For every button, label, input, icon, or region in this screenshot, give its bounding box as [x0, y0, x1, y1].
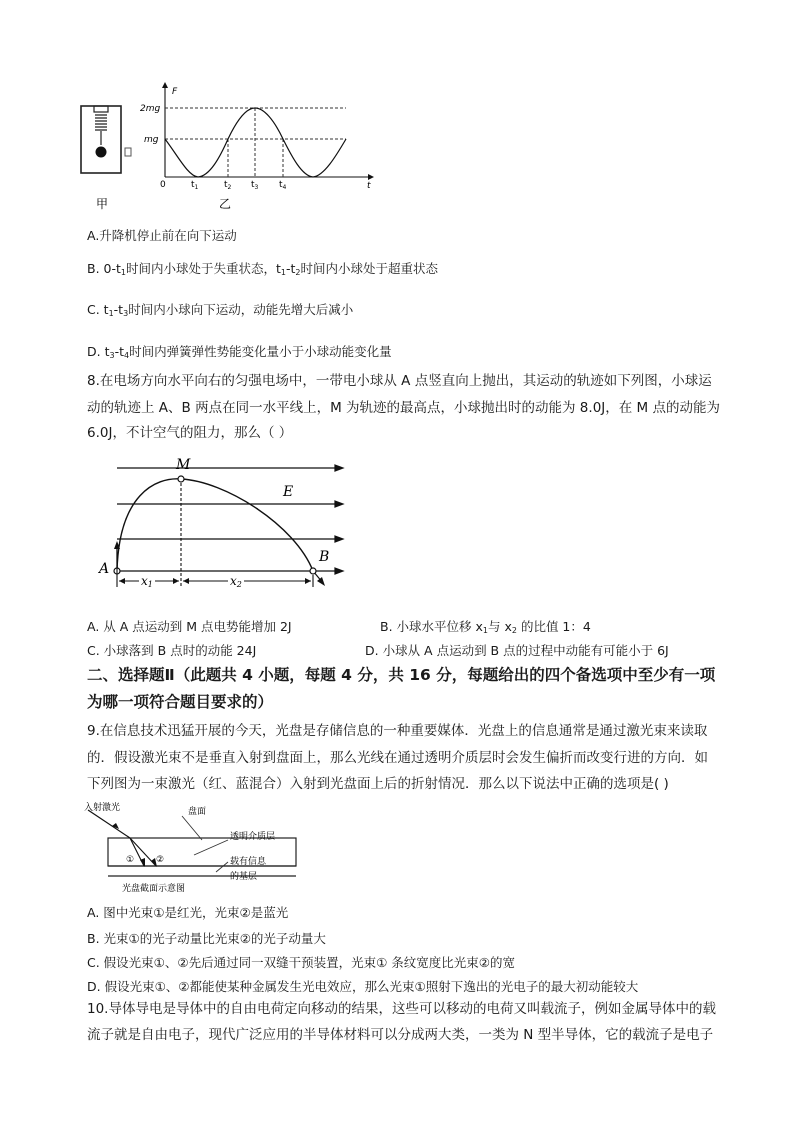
q9-stem-line-1: 9.在信息技术迅猛开展的今天，光盘是存储信息的一种重要媒体．光盘上的信息通常是通过激光束来读取 — [87, 723, 708, 739]
q8-figure — [95, 455, 355, 600]
y-label-2mg: 2mg — [140, 104, 161, 114]
q9-stem-line-2: 的．假设激光束不是垂直入射到盘面上，那么光线在通过透明介质层时会发生偏折而改变行进的方向．如 — [87, 750, 708, 766]
label-m: M — [176, 457, 191, 473]
elevator-box — [81, 106, 131, 173]
tick-t1: $t_1$ — [191, 180, 199, 191]
tick-t3: $t_3$ — [251, 180, 259, 191]
incident-beam — [88, 810, 130, 838]
beam-2-label: ② — [156, 855, 165, 865]
q7-figure — [70, 82, 390, 217]
section-2-heading-line-2: 为哪一项符合题目要求的） — [87, 693, 274, 711]
q8-option-d: D. 小球从 A 点运动到 B 点的过程中动能有可能小于 6J — [365, 643, 669, 658]
q8-stem-line-1: 8.在电场方向水平向右的匀强电场中，一带电小球从 A 点竖直向上抛出，其运动的轨迹如下列图，小球运 — [87, 373, 712, 389]
tick-t2: $t_2$ — [224, 180, 232, 191]
label-yi: 乙 — [219, 197, 232, 211]
q9-option-b: B. 光束①的光子动量比光束②的光子动量大 — [87, 931, 326, 946]
figure-caption: 光盘截面示意图 — [122, 884, 186, 894]
q7-option-b: B. $0-t_1$时间内小球处于失重状态，$t_1-t_2$时间内小球处于超重状态 — [87, 261, 439, 277]
tick-t4: $t_4$ — [279, 180, 287, 191]
label-a: A — [99, 561, 110, 577]
q10-stem-line-1: 10.导体导电是导体中的自由电荷定向移动的结果，这些可以移动的电荷又叫载流子，例如金属导体中的载 — [87, 1001, 716, 1017]
q9-stem-line-3: 下列图为一束激光（红、蓝混合）入射到光盘面上后的折射情况．那么以下说法中正确的选项是( ) — [87, 776, 669, 792]
y-label-mg: mg — [144, 135, 159, 145]
q7-option-c: C. $t_1-t_3$时间内小球向下运动，动能先增大后减小 — [87, 302, 354, 318]
q7-option-d: D. $t_3-t_4$时间内弹簧弹性势能变化量小于小球动能变化量 — [87, 344, 392, 360]
q8-option-b: B. 小球水平位移 $x_1$与 $x_2$ 的比值 1：4 — [380, 619, 591, 635]
base-layer-label-2: 的基层 — [230, 872, 258, 882]
disc-surface-label: 盘面 — [188, 807, 207, 817]
q9-option-a: A. 图中光束①是红光，光束②是蓝光 — [87, 905, 289, 920]
point-m — [178, 476, 184, 482]
medium-layer-label: 透明介质层 — [230, 832, 276, 842]
q8-stem-line-3: 6.0J，不计空气的阻力，那么（ ） — [87, 425, 293, 441]
q9-figure — [84, 800, 304, 900]
label-jia: 甲 — [96, 197, 109, 211]
label-b: B — [319, 549, 330, 565]
label-x2: x2 — [230, 574, 242, 589]
axis-f-label: F — [172, 87, 178, 97]
q7-option-a: A.升降机停止前在向下运动 — [87, 228, 237, 243]
label-e: E — [283, 484, 294, 500]
q8-option-c: C. 小球落到 B 点时的动能 24J — [87, 643, 257, 658]
ft-graph — [140, 82, 374, 191]
label-x1: x1 — [141, 574, 153, 589]
section-2-heading-line-1: 二、选择题Ⅱ（此题共 4 小题，每题 4 分，共 16 分，每题给出的四个备选项中至少有一项 — [87, 666, 716, 684]
transparent-medium-layer — [108, 838, 296, 866]
q8-stem-line-2: 动的轨迹上 A、B 两点在同一水平线上，M 为轨迹的最高点，小球抛出时的动能为 8.0J，在 M 点的动能为 — [87, 400, 720, 416]
incident-beam-label: 入射激光 — [84, 803, 121, 813]
axis-t-label: t — [367, 181, 371, 191]
q8-option-a: A. 从 A 点运动到 M 点电势能增加 2J — [87, 619, 292, 634]
point-b — [310, 568, 316, 574]
q10-stem-line-2: 流子就是自由电子，现代广泛应用的半导体材料可以分成两大类，一类为 N 型半导体，它的载流子是电子 — [87, 1027, 714, 1043]
origin-label: 0 — [160, 180, 166, 190]
q9-option-c: C. 假设光束①、②先后通过同一双缝干预装置，光束① 条纹宽度比光束②的宽 — [87, 955, 515, 970]
electric-field-lines — [117, 465, 343, 574]
beam-1-label: ① — [126, 855, 135, 865]
q9-option-d: D. 假设光束①、②都能使某种金属发生光电效应，那么光束①照射下逸出的光电子的最大初动能较大 — [87, 979, 639, 994]
base-layer-label-1: 载有信息 — [230, 857, 267, 867]
